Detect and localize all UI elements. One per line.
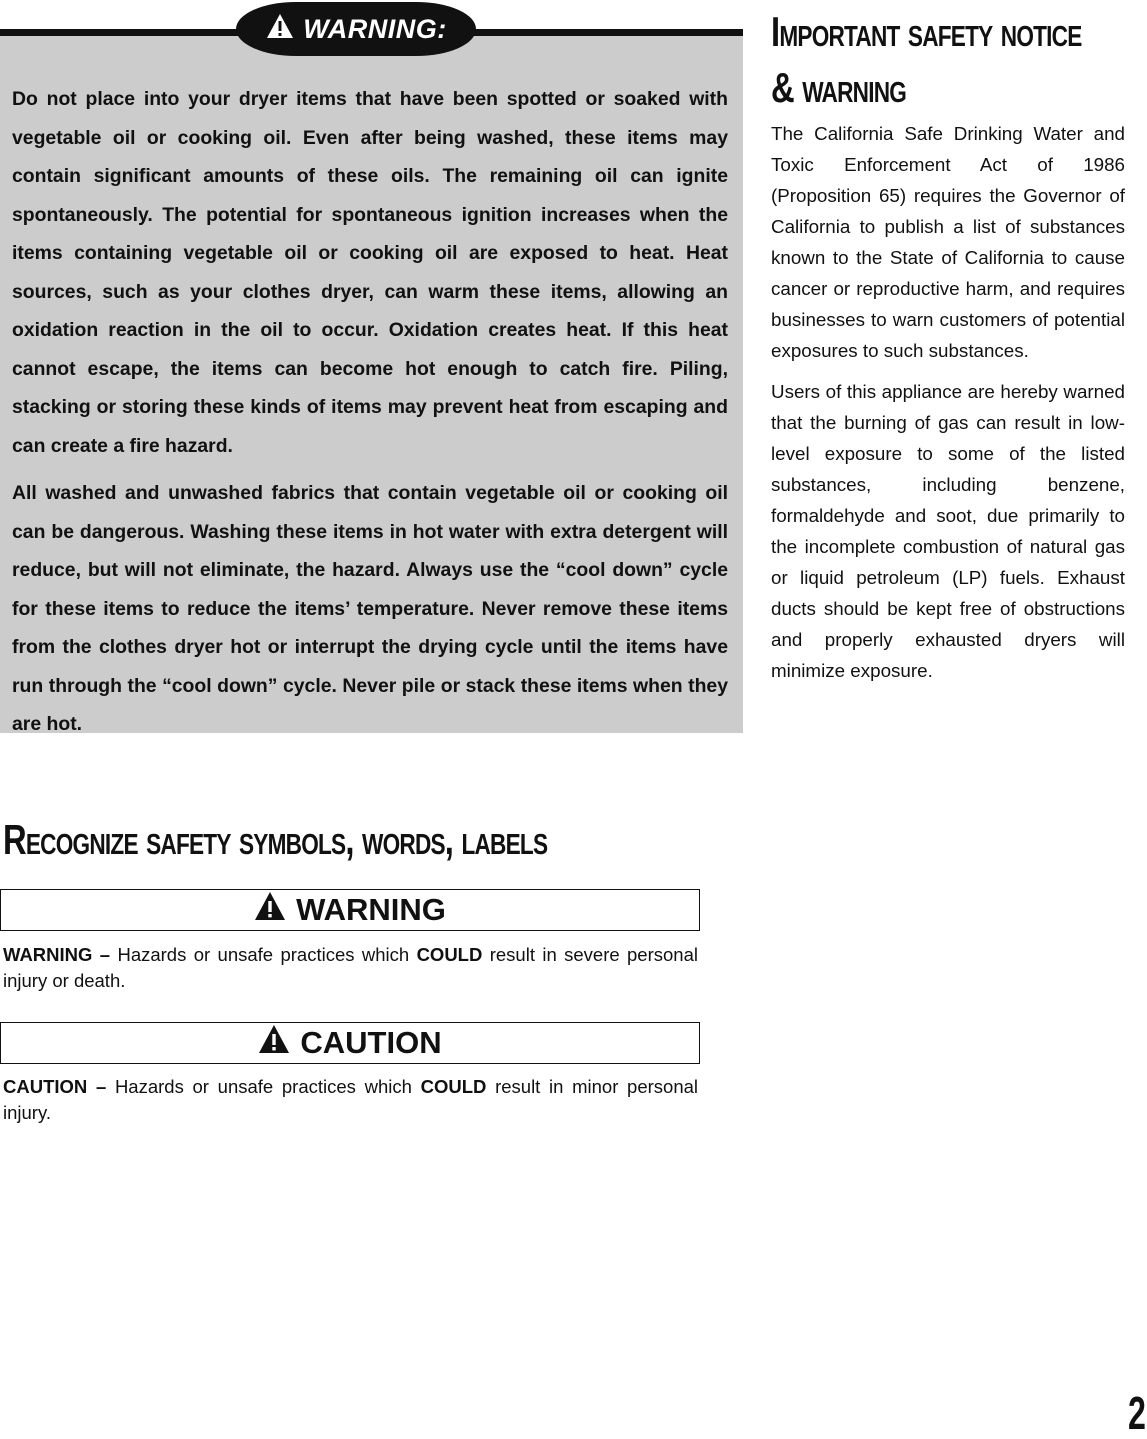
- warning-triangle-icon: [254, 891, 286, 929]
- caution-signal-word: CAUTION: [300, 1025, 442, 1060]
- caution-emphasis: COULD: [420, 1076, 487, 1097]
- notice-paragraph: The California Safe Drinking Water and Toxic Enforcement Act of 1986 (Proposition 65) requires the Governor of California to publish a list of substances known to the State of California to cause cancer or reproductive harm, and requires businesses to warn customers of potential exposures to such substances.: [771, 123, 1125, 361]
- warning-signal-box: [0, 889, 700, 931]
- warning-signal-word: WARNING: [296, 892, 446, 927]
- warning-emphasis: COULD: [416, 944, 483, 965]
- caution-text: Hazards or unsafe practices which: [106, 1076, 421, 1097]
- warning-badge: [236, 2, 476, 56]
- symbols-title: Recognize safety symbols, words, labels: [3, 816, 548, 863]
- warning-definition: [3, 942, 698, 994]
- caution-triangle-icon: [258, 1024, 290, 1062]
- caution-text: result in minor personal injury.: [3, 1076, 699, 1123]
- warning-triangle-icon: [265, 12, 295, 47]
- caution-term: CAUTION –: [3, 1076, 107, 1097]
- warning-paragraph: All washed and unwashed fabrics that contain vegetable oil or cooking oil can be dangerous. Washing these items in hot water with extra detergent will reduce, but will not eliminate, the hazard. Always use the “cool down” cycle for these items to reduce the items’ temperature. Never remove these items from the clothes dryer hot or interrupt the drying cycle until the items have run through the “cool down” cycle. Never pile or stack these items when they are hot.: [12, 482, 728, 735]
- notice-title: [771, 4, 1145, 116]
- notice-title-line: Important safety notice: [771, 8, 1082, 55]
- page-number: 2: [1128, 1387, 1146, 1439]
- caution-signal-box: [0, 1022, 700, 1064]
- warning-text: Hazards or unsafe practices which: [110, 944, 417, 965]
- warning-badge-label: WARNING:: [303, 13, 447, 44]
- notice-paragraph: Users of this appliance are hereby warned that the burning of gas can result in low-level exposure to some of the listed substances, including benzene, formaldehyde and soot, due primarily to the incomplete combustion of natural gas or liquid petroleum (LP) fuels. Exhaust ducts should be kept free of obstructions and properly exhausted dryers will minimize exposure.: [771, 381, 1125, 681]
- warning-paragraph: Do not place into your dryer items that have been spotted or soaked with vegetable oil or cooking oil. Even after being washed, these items may contain significant amounts of these oils. The remaining oil can ignite spontaneously. The potential for spontaneous ignition increases when the items containing vegetable oil or cooking oil are exposed to heat. Heat sources, such as your clothes dryer, can warm these items, allowing an oxidation reaction in the oil to occur. Oxidation creates heat. If this heat cannot escape, the items can become hot enough to catch fire. Piling, stacking or storing these kinds of items may prevent heat from escaping and can create a fire hazard.: [12, 88, 728, 457]
- warning-term: WARNING –: [3, 944, 111, 965]
- warning-text: result in severe personal injury or death.: [3, 944, 698, 991]
- notice-title-line: & warning: [771, 64, 907, 111]
- notice-body: [771, 118, 1125, 696]
- caution-definition: [3, 1074, 698, 1126]
- warning-body: [12, 80, 728, 753]
